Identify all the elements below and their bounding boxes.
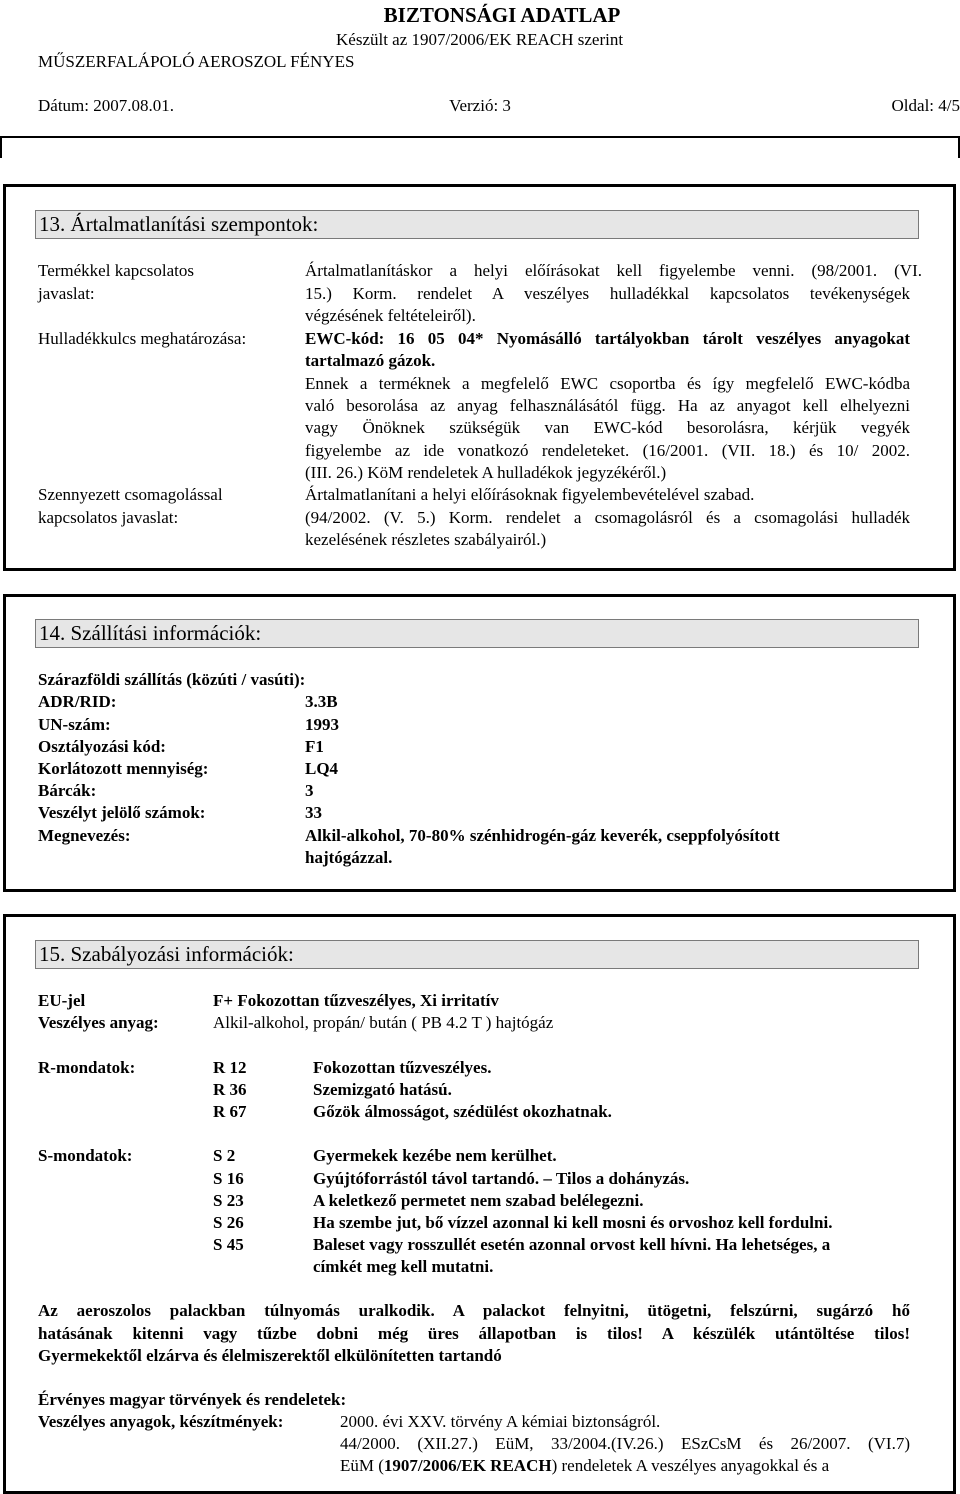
land-transport-heading: Szárazföldi szállítás (közúti / vasúti): xyxy=(38,670,306,689)
product-advice-text: 15.) Korm. rendelet A veszélyes hulladékkal kapcsolatos tevékenységek xyxy=(305,284,910,303)
section-15-title: 15. Szabályozási információk: xyxy=(35,940,919,969)
s-phrase-code: S 45 xyxy=(213,1235,244,1254)
product-name: MŰSZERFALÁPOLÓ AEROSZOL FÉNYES xyxy=(38,52,355,71)
product-advice-text: Ártalmatlanításkor a helyi előírásokat kell figyelembe venni. (98/2001. (VI. xyxy=(305,261,922,280)
section-14-title: 14. Szállítási információk: xyxy=(35,619,919,648)
packaging-advice-text: (94/2002. (V. 5.) Korm. rendelet a csomagolásról és a csomagolási hulladék xyxy=(305,508,910,527)
aerosol-warning: hatásának kitenni vagy tűzbe dobni még üres állapotban is tilos! A készülék utántöltése tilos! xyxy=(38,1324,910,1343)
r-phrase-text: Gőzök álmosságot, szédülést okozhatnak. xyxy=(313,1102,612,1121)
s-phrase-text: Baleset vagy rosszullét esetén azonnal orvost kell hívni. Ha lehetséges, a xyxy=(313,1235,831,1254)
hazardous-substance-label: Veszélyes anyag: xyxy=(38,1013,159,1032)
s-phrase-code: S 23 xyxy=(213,1191,244,1210)
law-item: 44/2000. (XII.27.) EüM, 33/2004.(IV.26.) ESzCsM és 26/2007. (VI.7) xyxy=(340,1434,910,1453)
header-tick-left xyxy=(0,136,2,158)
r-phrase-text: Fokozottan tűzveszélyes. xyxy=(313,1058,492,1077)
waste-code-note: (III. 26.) KöM rendeletek A hulladékok jegyzékéről.) xyxy=(305,463,667,482)
eu-value: F+ Fokozottan tűzveszélyes, Xi irritatív xyxy=(213,991,499,1010)
transport-value: LQ4 xyxy=(305,759,339,778)
document-date: Dátum: 2007.08.01. xyxy=(38,96,174,115)
document-version: Verzió: 3 xyxy=(449,96,511,115)
aerosol-warning: Az aeroszolos palackban túlnyomás uralkodik. A palackot felnyitni, ütögetni, felszúrni, sugárzó hő xyxy=(38,1301,910,1320)
r-phrases-label: R-mondatok: xyxy=(38,1058,136,1077)
waste-code-text: tartalmazó gázok. xyxy=(305,351,436,370)
transport-label: Korlátozott mennyiség: xyxy=(38,759,209,778)
laws-heading: Érvényes magyar törvények és rendeletek: xyxy=(38,1390,347,1409)
law-item-part: EüM (1907/2006/EK REACH) rendeletek A veszélyes anyagokkal és a xyxy=(340,1456,830,1475)
transport-value: 3.3B xyxy=(305,692,338,711)
packaging-advice-label: Szennyezett csomagolással xyxy=(38,485,223,504)
law-item: 2000. évi XXV. törvény A kémiai biztonságról. xyxy=(340,1412,661,1431)
law-item xyxy=(340,1456,910,1476)
transport-label: Megnevezés: xyxy=(38,826,131,845)
s-phrase-text: címkét meg kell mutatni. xyxy=(313,1257,494,1276)
waste-code-note: vagy Önöknek szükségük van EWC-kód besorolásra, kérjük vegyék xyxy=(305,418,910,437)
waste-code-note: való besorolása az anyag felhasználásától függ. Ha az anyagot kell elhelyezni xyxy=(305,396,910,415)
transport-label: UN-szám: xyxy=(38,715,111,734)
transport-value: F1 xyxy=(305,737,324,756)
product-advice-label: Termékkel kapcsolatos xyxy=(38,261,195,280)
transport-label: ADR/RID: xyxy=(38,692,117,711)
transport-label: Bárcák: xyxy=(38,781,97,800)
s-phrase-text: Gyújtóforrástól távol tartandó. – Tilos a dohányzás. xyxy=(313,1169,690,1188)
transport-value: Alkil-alkohol, 70-80% szénhidrogén-gáz keverék, cseppfolyósított xyxy=(305,826,780,845)
transport-value: 3 xyxy=(305,781,314,800)
document-title: BIZTONSÁGI ADATLAP xyxy=(383,3,621,27)
page-number: Oldal: 4/5 xyxy=(891,96,960,115)
packaging-advice-text: Ártalmatlanítani a helyi előírásoknak figyelembevételével szabad. xyxy=(305,485,755,504)
section-13-title: 13. Ártalmatlanítási szempontok: xyxy=(35,210,919,239)
s-phrase-text: Ha szembe jut, bő vízzel azonnal ki kell mosni és orvoshoz kell fordulni. xyxy=(313,1213,833,1232)
transport-value: 1993 xyxy=(305,715,339,734)
r-phrase-code: R 67 xyxy=(213,1102,247,1121)
product-advice-label: javaslat: xyxy=(38,284,95,303)
transport-label: Veszélyt jelölő számok: xyxy=(38,803,206,822)
laws-label: Veszélyes anyagok, készítmények: xyxy=(38,1412,284,1431)
s-phrase-code: S 16 xyxy=(213,1169,244,1188)
packaging-advice-text: kezelésének részletes szabályairól.) xyxy=(305,530,547,549)
transport-label: Osztályozási kód: xyxy=(38,737,166,756)
waste-code-label: Hulladékkulcs meghatározása: xyxy=(38,329,247,348)
waste-code-note: Ennek a terméknek a megfelelő EWC csoportba és így megfelelő EWC-kódba xyxy=(305,374,910,393)
r-phrase-code: R 36 xyxy=(213,1080,247,1099)
document-subtitle: Készült az 1907/2006/EK REACH szerint xyxy=(336,30,624,49)
transport-value: hajtógázzal. xyxy=(305,848,393,867)
waste-code-text: EWC-kód: 16 05 04* Nyomásálló tartályokban tárolt veszélyes anyagokat xyxy=(305,329,910,348)
waste-code-note: figyelembe az ide vonatkozó rendeleteket. (16/2001. (VII. 18.) és 10/ 2002. xyxy=(305,441,910,460)
header-rule xyxy=(0,136,960,138)
s-phrase-code: S 26 xyxy=(213,1213,244,1232)
s-phrases-label: S-mondatok: xyxy=(38,1146,133,1165)
s-phrase-text: Gyermekek kezébe nem kerülhet. xyxy=(313,1146,557,1165)
s-phrase-text: A keletkező permetet nem szabad belélegezni. xyxy=(313,1191,644,1210)
eu-label: EU-jel xyxy=(38,991,86,1010)
aerosol-warning: Gyermekektől elzárva és élelmiszerektől elkülönítetten tartandó xyxy=(38,1346,502,1365)
hazardous-substance-value: Alkil-alkohol, propán/ bután ( PB 4.2 T ) hajtógáz xyxy=(213,1013,554,1032)
product-advice-text: végzésének feltételeiről). xyxy=(305,306,476,325)
r-phrase-text: Szemizgató hatású. xyxy=(313,1080,452,1099)
s-phrase-code: S 2 xyxy=(213,1146,236,1165)
packaging-advice-label: kapcsolatos javaslat: xyxy=(38,508,179,527)
r-phrase-code: R 12 xyxy=(213,1058,247,1077)
transport-value: 33 xyxy=(305,803,322,822)
